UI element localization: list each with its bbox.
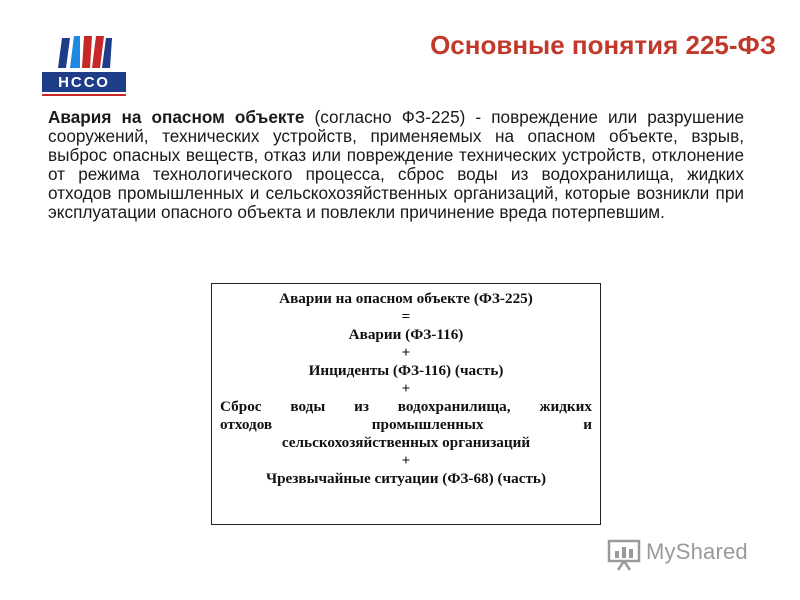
watermark-text: MyShared (646, 539, 748, 564)
box-line-discharge-1: Сброс воды из водохранилища, жидких (220, 398, 592, 415)
definition-text: (согласно ФЗ-225) - повреждение или разрушение сооружений, технических устройств, применяемых на опасном объекте, взрыв, выброс опасных веществ, отказ или повреждение технических устройств, отклонение от режима технологического процесса, сброс воды из водохранилища, жидких отходов промышленных и сельскохозяйственных организаций, которые возникли при эксплуатации опасного объекта и повлекли причинение вреда потерпевшим. (48, 107, 744, 222)
box-line-discharge-3: сельскохозяйственных организаций (281, 434, 531, 451)
box-line-emergencies: Чрезвычайные ситуации (ФЗ-68) (часть) (265, 470, 547, 487)
myshared-watermark (606, 535, 776, 575)
logo-text: НССО (58, 74, 110, 91)
equation-box (211, 283, 601, 525)
box-line-discharge-2: отходов промышленных и (220, 416, 592, 433)
box-operator-plus: + (401, 380, 411, 397)
box-line-accidents-116: Аварии (ФЗ-116) (348, 326, 464, 343)
logo-graphic (40, 30, 128, 102)
definition-paragraph (48, 108, 744, 222)
definition-term: Авария на опасном объекте (48, 107, 305, 127)
box-line-accidents-225: Аварии на опасном объекте (ФЗ-225) (279, 290, 533, 307)
box-line-discharge (212, 398, 600, 452)
box-operator-plus: + (401, 452, 411, 469)
box-operator-plus: + (401, 344, 411, 361)
nsso-logo (40, 30, 128, 102)
box-line-incidents: Инциденты (ФЗ-116) (часть) (308, 362, 504, 379)
page-title: Основные понятия 225-ФЗ (430, 30, 776, 60)
box-operator-equals: = (401, 308, 411, 325)
chart-presentation-icon (606, 537, 642, 573)
